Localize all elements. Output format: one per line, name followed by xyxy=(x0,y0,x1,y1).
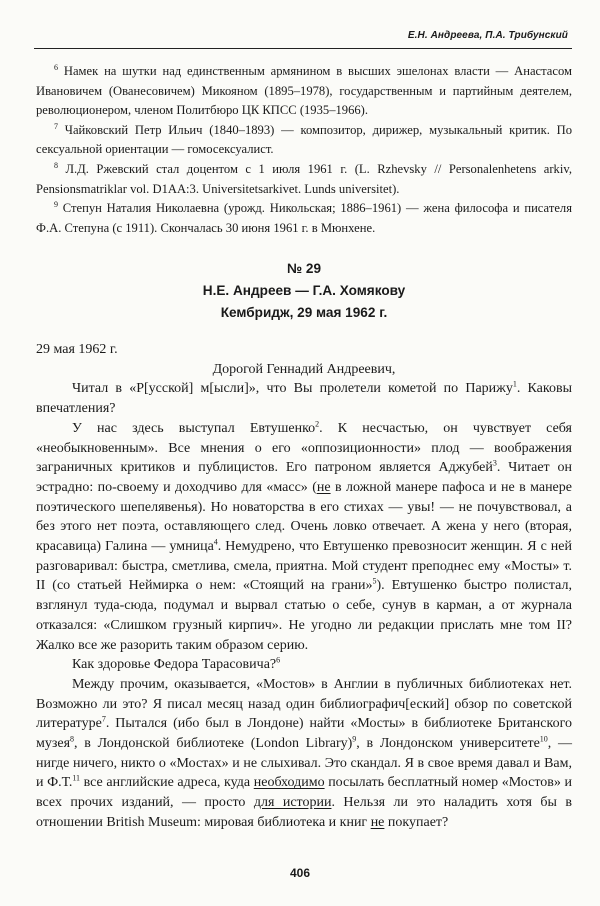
paragraph-2: У нас здесь выступал Евтушенко$^2$. К несчастью, он чувствует себя «необыкновенным». Все мнения о его «оппозиционности» плод — воображения заграничных критиков и публицистов. Его патроном является Аджубей$^3$. Читает он эстрадно: по-своему и доходчиво для «масс» (не в ложной манере пафоса и не в манере поэтического шепелявенья). Но новаторства в его стихах — увы! — не почувствовал, а без этого нет поэта, оставляющего след. Очень ловко отвечает. А жена у него (вторая, красавица) Галина — умница$^4$. Немудрено, что Евтушенко превозносит женщин. Я с ней разговаривал: быстра, сметлива, смела, приятна. Мой студент преподнес ему «Мосты» т. II (со статьей Неймирка о нем: «Стоящий на грани»$^5$). Евтушенко быстро полистал, взглянул туда-сюда, подумал и вырвал статью о себе, сунув в карман, а от журнала отказался: «Слишком грузный кирпич». Не угодно ли редакции прислать мне том II? Жалко все же разорить таким образом серию. xyxy=(36,419,572,653)
paragraph-1: Читал в «Р[усской] м[ысли]», что Вы пролетели кометой по Парижу$^1$. Каковы впечатления? xyxy=(36,379,572,417)
underlined-text: для истории xyxy=(253,795,332,811)
letter-heading xyxy=(36,258,572,324)
paragraph-4: Между прочим, оказывается, «Мостов» в Англии в публичных библиотеках нет. Возможно ли это? Я писал месяц назад один библиографич[еский] обзор по советской литературе$^7$. Пытался (ибо был в Лондоне) найти «Мосты» в библиотеке Британского музея$^8$, в Лондонской библиотеке (London Library)$^9$, в Лондонском университете$^{10}$, — нигде ничего, никто о «Мостах» и не слыхивал. Это скандал. Я в свое время давал и Вам, и Ф.Т.$^{11}$ все английские адреса, куда необходимо посылать бесплатный номер «Мостов» и всех прочих изданий, — просто для истории. Нельзя ли это наладить хотя бы в отношении British Museum: мировая библиотека и книг не покупает? xyxy=(36,676,573,830)
letter-body xyxy=(36,340,572,833)
footnote-7: $^7$ Чайковский Петр Ильич (1840–1893) — композитор, дирижер, музыкальный критик. По сексуальной ориентации — гомосексуалист. xyxy=(36,121,572,157)
letter-parties: Н.Е. Андреев — Г.А. Хомякову xyxy=(202,283,406,298)
salutation: Дорогой Геннадий Андреевич, xyxy=(212,361,396,377)
paragraph-3: Как здоровье Федора Тарасовича?$^6$ xyxy=(72,655,281,673)
letter-date: 29 мая 1962 г. xyxy=(36,342,118,357)
underlined-text: необходимо xyxy=(253,775,325,791)
footnotes xyxy=(36,62,572,238)
running-head: Е.Н. Андреева, П.А. Трибунский xyxy=(407,30,568,41)
footnote-6: $^6$ Намек на шутки над единственным армянином в высших эшелонах власти — Анастасом Ивановичем (Ованесовичем) Микояном (1895–1978), государственным и партийным деятелем, революционером, членом Политбюро ЦК КПСС (1935–1966). xyxy=(36,62,572,118)
footnote-8: $^8$ Л.Д. Ржевский стал доцентом с 1 июля 1961 г. (L. Rzhevsky // Personalenhetens arkiv, Pensionsmatriklar vol. D1AA:3. Universitetsarkivet. Lunds universitet). xyxy=(36,160,572,196)
header-divider xyxy=(34,48,572,49)
underlined-text: не xyxy=(316,479,331,495)
underlined-text: не xyxy=(370,814,385,830)
letter-number: № 29 xyxy=(286,261,322,276)
page-number: 406 xyxy=(289,866,311,880)
letter-place-date: Кембридж, 29 мая 1962 г. xyxy=(220,305,388,320)
footnote-9: $^9$ Степун Наталия Николаевна (урожд. Никольская; 1886–1961) — жена философа и писателя Ф.А. Степуна (с 1911). Скончалась 30 июня 1961 г. в Мюнхене. xyxy=(36,199,572,235)
